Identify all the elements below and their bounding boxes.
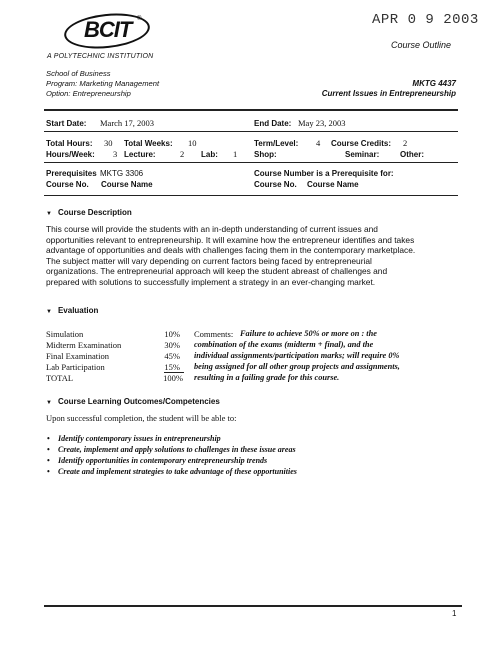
prereq-course-no-label: Course No. [46,180,89,189]
header-divider [44,109,458,111]
bullet-icon: • [47,467,50,476]
section-bullet-icon: ▼ [46,400,52,406]
hours-week-value: 3 [113,149,118,159]
other-label: Other: [400,150,424,159]
description-line: This course will provide the students with an in-depth understanding of current issues and [46,224,378,234]
learning-outcomes-heading [46,397,220,406]
evaluation-heading [46,306,98,315]
comment-line: being assigned for all other group projects and assignments, [194,362,400,371]
prereq-for-course-no-label: Course No. [254,180,297,189]
outcome-item [47,434,221,443]
lab-value: 1 [233,149,238,159]
description-line: The subject matter will vary depending on current factors being faced by entrepreneurial [46,255,372,266]
comment-line: Failure to achieve 50% or more on : the [240,329,377,338]
evaluation-item: Lab Participation [46,362,105,372]
total-hours-value: 30 [104,138,113,148]
lecture-label: Lecture: [124,150,156,159]
bullet-icon: • [47,445,50,454]
course-credits-label: Course Credits: [331,139,392,148]
comment-line: resulting in a failing grade for this course. [194,373,340,382]
info-divider-1 [44,131,458,132]
evaluation-item: Final Examination [46,351,110,361]
evaluation-percent: 15% [164,362,180,372]
term-level-value: 4 [316,138,321,148]
lecture-value: 2 [180,149,185,159]
total-weeks-label: Total Weeks: [124,139,173,148]
outcome-item [47,445,296,454]
info-divider-3 [44,195,458,196]
prerequisite-for-label: Course Number is a Prerequisite for: [254,169,394,178]
evaluation-percent: 10% [164,329,180,339]
course-credits-value: 2 [403,138,408,148]
outcome-text: Identify contemporary issues in entrepreneurship [58,434,221,443]
comments-label: Comments: [194,329,234,339]
learning-outcomes-title: Course Learning Outcomes/Competencies [57,397,220,406]
hours-week-label: Hours/Week: [46,150,95,159]
end-date-label: End Date: [254,119,292,128]
evaluation-percent: 100% [163,373,183,383]
description-line: opportunities relevant to entrepreneurship. It will examine how the entrepreneur identifies and takes [46,234,415,245]
prerequisites-label: Prerequisites [46,169,97,178]
page-number: 1 [452,609,457,618]
program-name: Program: Marketing Management [46,79,160,88]
outcome-text: Create, implement and apply solutions to challenges in these issue areas [58,445,296,454]
school-name: School of Business [46,69,111,78]
outcome-item [47,456,267,465]
program-option: Option: Entrepreneurship [46,89,131,98]
start-date-label: Start Date: [46,119,87,128]
bullet-icon: • [47,456,50,465]
section-bullet-icon: ▼ [46,211,52,217]
comment-line: individual assignments/participation marks; will require 0% [194,351,400,360]
logo-wordmark: BCIT [84,17,132,42]
course-title: Current Issues in Entrepreneurship [321,89,456,98]
prereq-for-course-name-label: Course Name [307,180,359,189]
course-description-heading [46,208,132,217]
description-line: advantage of opportunities and deals with challenges facing them in the contemporary marketplace. [46,245,416,256]
prereq-course-name-label: Course Name [101,180,153,189]
term-level-label: Term/Level: [254,139,299,148]
footer-divider [44,605,462,607]
bcit-logo [0,0,160,70]
prerequisites-value: MKTG 3306 [100,169,144,178]
total-hours-label: Total Hours: [46,139,93,148]
course-description-title: Course Description [57,208,132,217]
outcome-item [47,467,297,476]
received-date-stamp: APR 0 9 2003 [372,12,479,28]
outcome-text: Identify opportunities in contemporary entrepreneurship trends [58,456,268,465]
start-date-value: March 17, 2003 [100,118,155,128]
evaluation-percent: 45% [164,351,180,361]
learning-outcomes-intro: Upon successful completion, the student will be able to: [46,413,237,423]
end-date-value: May 23, 2003 [298,118,346,128]
course-code: MKTG 4437 [412,79,456,88]
evaluation-percent: 30% [164,340,180,350]
lab-label: Lab: [201,150,218,159]
logo-registered-mark: ® [137,16,142,22]
document-type: Course Outline [391,40,452,50]
description-line: prepared with solutions to successfully implement a strategy in an ever-changing market. [46,276,376,287]
evaluation-title: Evaluation [57,306,99,315]
evaluation-item: Midterm Examination [46,340,122,350]
evaluation-item: TOTAL [46,373,74,383]
comment-line: combination of the exams (midterm + final), and the [194,340,374,349]
evaluation-item: Simulation [46,329,84,339]
total-weeks-value: 10 [188,138,197,148]
section-bullet-icon: ▼ [46,309,52,315]
bullet-icon: • [47,434,50,443]
outcome-text: Create and implement strategies to take advantage of these opportunities [58,467,297,476]
course-description-text [46,224,461,288]
info-divider-2 [44,162,458,163]
shop-label: Shop: [254,150,277,159]
description-line: organizations. The entrepreneurial approach will keep the student abreast of challenges and [46,266,388,277]
logo-tagline: A POLYTECHNIC INSTITUTION [47,53,154,60]
seminar-label: Seminar: [345,150,380,159]
